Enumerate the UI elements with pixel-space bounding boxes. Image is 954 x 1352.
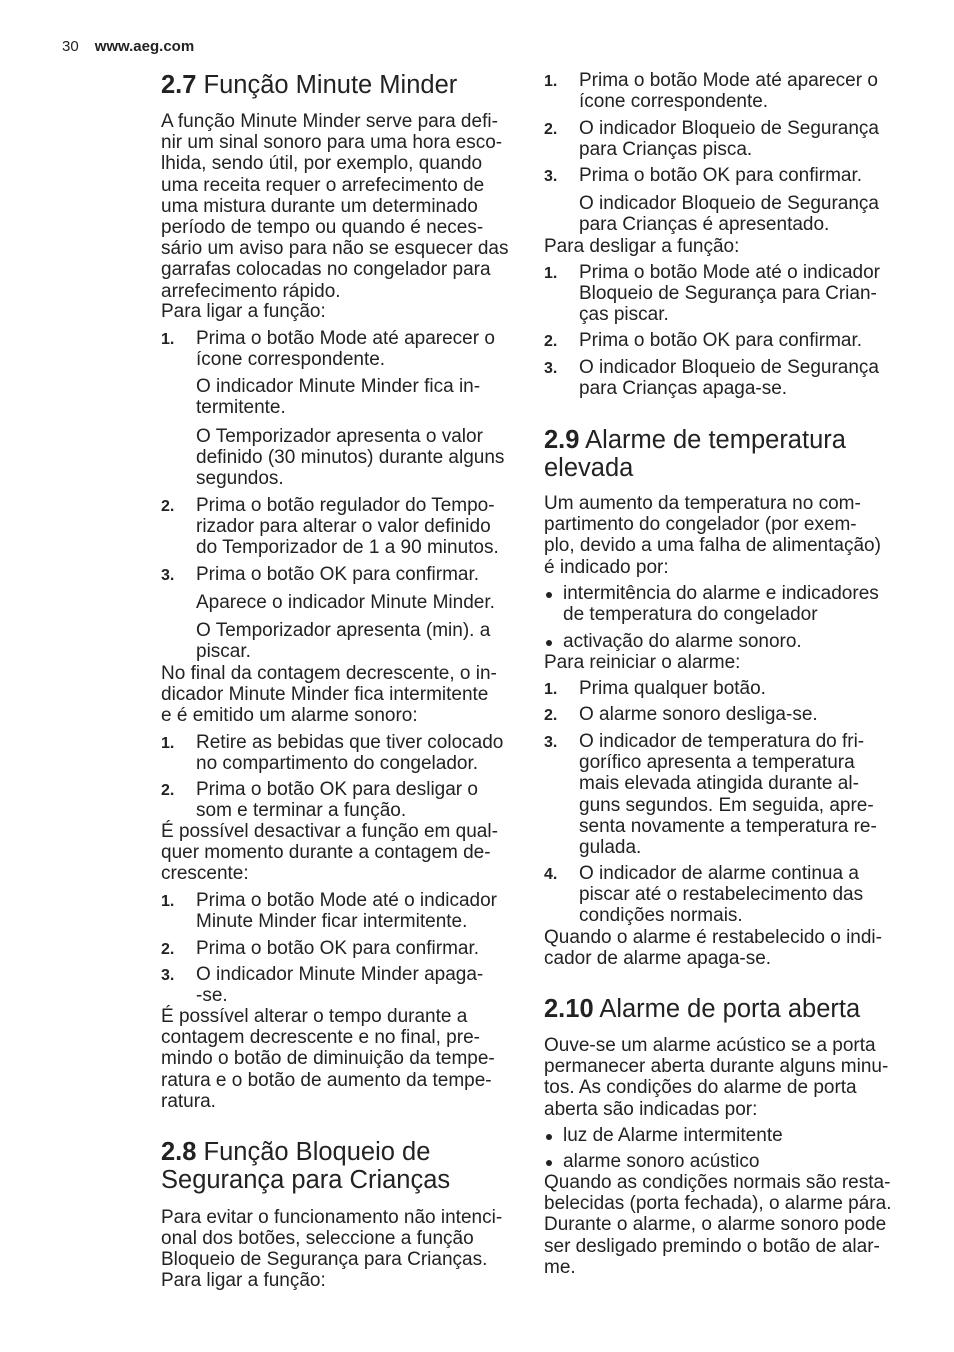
list-item — [544, 118, 879, 160]
list-item — [544, 357, 879, 399]
page-header — [62, 37, 194, 57]
section-number: 2.10 — [544, 995, 594, 1023]
list-item — [161, 964, 483, 1006]
step-number: 4. — [544, 866, 558, 883]
bullet-text: activação do alarme sonoro. — [563, 631, 802, 652]
list-item — [161, 495, 499, 559]
list-item — [161, 328, 495, 370]
section-title: Alarme de porta aberta — [599, 995, 861, 1023]
step-text: O indicador de temperatura do fri- gorífico apresenta a temperatura mais elevada atingida durante al- guns segundos. Em seguida, apre- senta novamente a temperatura re- gulada. — [579, 731, 877, 859]
step-number: 1. — [161, 735, 175, 752]
paragraph-intro: A função Minute Minder serve para defi- nir um sinal sonoro para uma hora esco- lhida, sendo útil, por exemplo, quando uma receita requer o arrefecimento de uma mistura durante um determinado período de tempo ou quando é neces- sário um aviso para não se esquecer das garrafas colocadas no congelador para arrefecimento rápido. — [161, 111, 509, 302]
list-item — [161, 890, 497, 932]
step-number: 1. — [161, 893, 175, 910]
list-item — [544, 678, 766, 700]
instruction-label: Para ligar a função: — [161, 1270, 326, 1291]
paragraph-intro: Para evitar o funcionamento não intenci- onal dos botões, seleccione a função Bloqueio de Segurança para Crianças. — [161, 1207, 503, 1271]
section-title: Função Bloqueio de Segurança para Crianças — [161, 1138, 451, 1194]
list-item — [544, 70, 878, 112]
paragraph: É possível desactivar a função em qual- quer momento durante a contagem de- crescente: — [161, 821, 498, 885]
step-number: 2. — [161, 782, 175, 799]
step-number: 3. — [544, 168, 558, 185]
list-item — [161, 938, 479, 960]
section-title: Alarme de temperatura elevada — [544, 426, 846, 482]
step-number: 1. — [544, 73, 558, 90]
step-text: Prima o botão OK para confirmar. — [579, 330, 863, 351]
step-text: O indicador Bloqueio de Segurança para Crianças apaga-se. — [579, 357, 879, 400]
instruction-label: Para desligar a função: — [544, 236, 740, 257]
step-number: 2. — [544, 707, 558, 724]
paragraph-intro: Um aumento da temperatura no com- partimento do congelador (por exem- plo, devido a uma falha de alimentação) é indicado por: — [544, 493, 881, 578]
step-number: 2. — [161, 498, 175, 515]
step-note: O Temporizador apresenta o valor definido (30 minutos) durante alguns segundos. — [196, 426, 505, 490]
paragraph-intro: Ouve-se um alarme acústico se a porta permanecer aberta durante alguns minu- tos. As condições do alarme de porta aberta são indicadas por: — [544, 1035, 889, 1120]
list-item — [161, 732, 503, 774]
step-number: 3. — [161, 567, 175, 584]
step-number: 1. — [544, 265, 558, 282]
step-text: Prima o botão OK para confirmar. — [579, 165, 863, 186]
section-heading-child-lock — [161, 1138, 450, 1194]
step-text: Prima o botão OK para confirmar. — [196, 564, 480, 585]
step-text: Prima o botão Mode até o indicador Bloqueio de Segurança para Crian- ças piscar. — [579, 262, 881, 326]
step-number: 2. — [544, 333, 558, 350]
bullet-icon — [546, 1134, 552, 1140]
instruction-label: Para reiniciar o alarme: — [544, 652, 741, 673]
step-text: Prima o botão OK para desligar o som e terminar a função. — [196, 779, 478, 822]
section-number: 2.7 — [161, 71, 197, 99]
step-note: Aparece o indicador Minute Minder. — [196, 592, 495, 613]
section-heading-minute-minder — [161, 71, 457, 99]
section-heading-high-temperature-alarm — [544, 426, 846, 482]
step-note: O indicador Bloqueio de Segurança para Crianças é apresentado. — [579, 193, 879, 236]
list-item — [161, 564, 479, 586]
step-text: O indicador Bloqueio de Segurança para Crianças pisca. — [579, 118, 879, 161]
list-item — [544, 262, 880, 326]
bullet-item — [544, 631, 802, 652]
step-number: 2. — [544, 121, 558, 138]
bullet-item — [544, 1151, 759, 1172]
step-number: 2. — [161, 941, 175, 958]
step-note: O indicador Minute Minder fica in- termitente. — [196, 376, 481, 419]
website-url: www.aeg.com — [94, 38, 195, 55]
section-heading-door-open-alarm — [544, 995, 860, 1023]
list-item — [544, 165, 862, 187]
page-number: 30 — [62, 38, 79, 55]
paragraph: Quando o alarme é restabelecido o indi- cador de alarme apaga-se. — [544, 927, 882, 970]
bullet-text: intermitência do alarme e indicadores de temperatura do congelador — [563, 583, 879, 626]
step-number: 3. — [544, 360, 558, 377]
bullet-text: alarme sonoro acústico — [563, 1151, 760, 1172]
instruction-label: Para ligar a função: — [161, 301, 326, 322]
step-text: O indicador de alarme continua a piscar até o restabelecimento das condições normais. — [579, 863, 864, 927]
section-title: Função Minute Minder — [203, 71, 458, 99]
paragraph: É possível alterar o tempo durante a contagem decrescente e no final, pre- mindo o botão de diminuição da tempe- ratura e o botão de aumento da tempe- ratura. — [161, 1006, 495, 1112]
list-item — [161, 779, 478, 821]
bullet-item — [544, 1125, 783, 1146]
list-item — [544, 863, 863, 927]
step-number: 3. — [544, 734, 558, 751]
bullet-icon — [546, 640, 552, 646]
step-text: Prima o botão Mode até aparecer o ícone correspondente. — [196, 328, 495, 371]
section-number: 2.9 — [544, 426, 580, 454]
step-text: Prima qualquer botão. — [579, 678, 766, 699]
list-item — [544, 330, 862, 352]
step-text: O alarme sonoro desliga-se. — [579, 704, 818, 725]
list-item — [544, 704, 818, 726]
step-text: O indicador Minute Minder apaga- -se. — [196, 964, 484, 1007]
step-number: 1. — [161, 331, 175, 348]
step-number: 1. — [544, 681, 558, 698]
section-number: 2.8 — [161, 1138, 197, 1166]
paragraph: No final da contagem decrescente, o in- dicador Minute Minder fica intermitente e é emitido um alarme sonoro: — [161, 663, 497, 727]
paragraph: Quando as condições normais são resta- belecidas (porta fechada), o alarme pára. Durante o alarme, o alarme sonoro pode ser desligado premindo o botão de alar- me. — [544, 1172, 892, 1278]
step-note: O Temporizador apresenta (min). a piscar. — [196, 620, 491, 663]
step-text: Prima o botão Mode até aparecer o ícone correspondente. — [579, 70, 878, 113]
list-item — [544, 731, 877, 858]
step-text: Prima o botão regulador do Tempo- rizador para alterar o valor definido do Temporizador de 1 a 90 minutos. — [196, 495, 499, 559]
bullet-icon — [546, 592, 552, 598]
step-number: 3. — [161, 967, 175, 984]
step-text: Retire as bebidas que tiver colocado no compartimento do congelador. — [196, 732, 504, 775]
step-text: Prima o botão Mode até o indicador Minute Minder ficar intermitente. — [196, 890, 498, 933]
bullet-text: luz de Alarme intermitente — [563, 1125, 783, 1146]
step-text: Prima o botão OK para confirmar. — [196, 938, 480, 959]
bullet-icon — [546, 1160, 552, 1166]
bullet-item — [544, 583, 879, 625]
